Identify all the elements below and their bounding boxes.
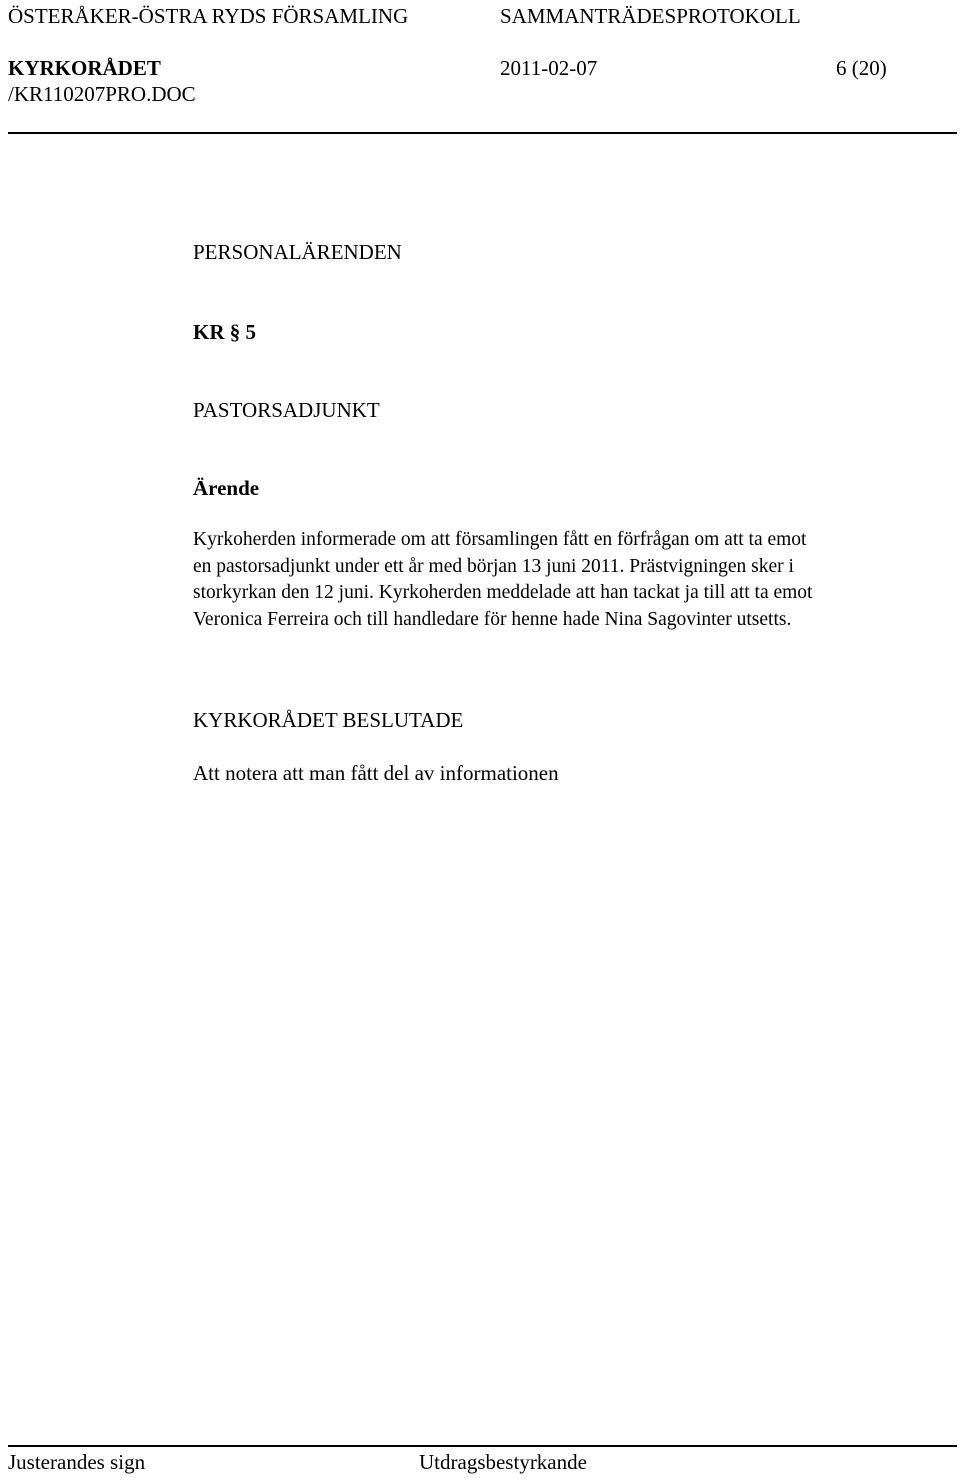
footer-certification-label: Utdragsbestyrkande [419, 1450, 587, 1474]
paragraph-number: KR § 5 [193, 320, 256, 344]
file-reference: /KR110207PRO.DOC [8, 82, 196, 106]
matter-description [193, 527, 933, 633]
decision-heading: KYRKORÅDET BESLUTADE [193, 708, 464, 732]
footer-divider [8, 1445, 957, 1447]
page-number: 6 (20) [836, 56, 887, 80]
meeting-date: 2011-02-07 [500, 56, 598, 80]
section-title: PERSONALÄRENDEN [193, 240, 402, 264]
organization-name: ÖSTERÅKER-ÖSTRA RYDS FÖRSAMLING [8, 4, 409, 28]
matter-line: en pastorsadjunkt under ett år med början 13 juni 2011. Prästvigningen sker i [193, 555, 794, 577]
document-type: SAMMANTRÄDESPROTOKOLL [500, 4, 801, 28]
header-divider [8, 132, 957, 134]
subject-heading: PASTORSADJUNKT [193, 398, 380, 422]
footer-signature-label: Justerandes sign [8, 1450, 146, 1474]
matter-heading: Ärende [193, 476, 260, 500]
decision-text: Att notera att man fått del av informationen [193, 761, 559, 785]
committee-name: KYRKORÅDET [8, 56, 161, 80]
matter-line: storkyrkan den 12 juni. Kyrkoherden meddelade att han tackat ja till att ta emot [193, 582, 813, 603]
matter-line: Kyrkoherden informerade om att församlingen fått en förfrågan om att ta emot [193, 529, 807, 550]
matter-line: Veronica Ferreira och till handledare för henne hade Nina Sagovinter utsetts. [193, 608, 792, 630]
